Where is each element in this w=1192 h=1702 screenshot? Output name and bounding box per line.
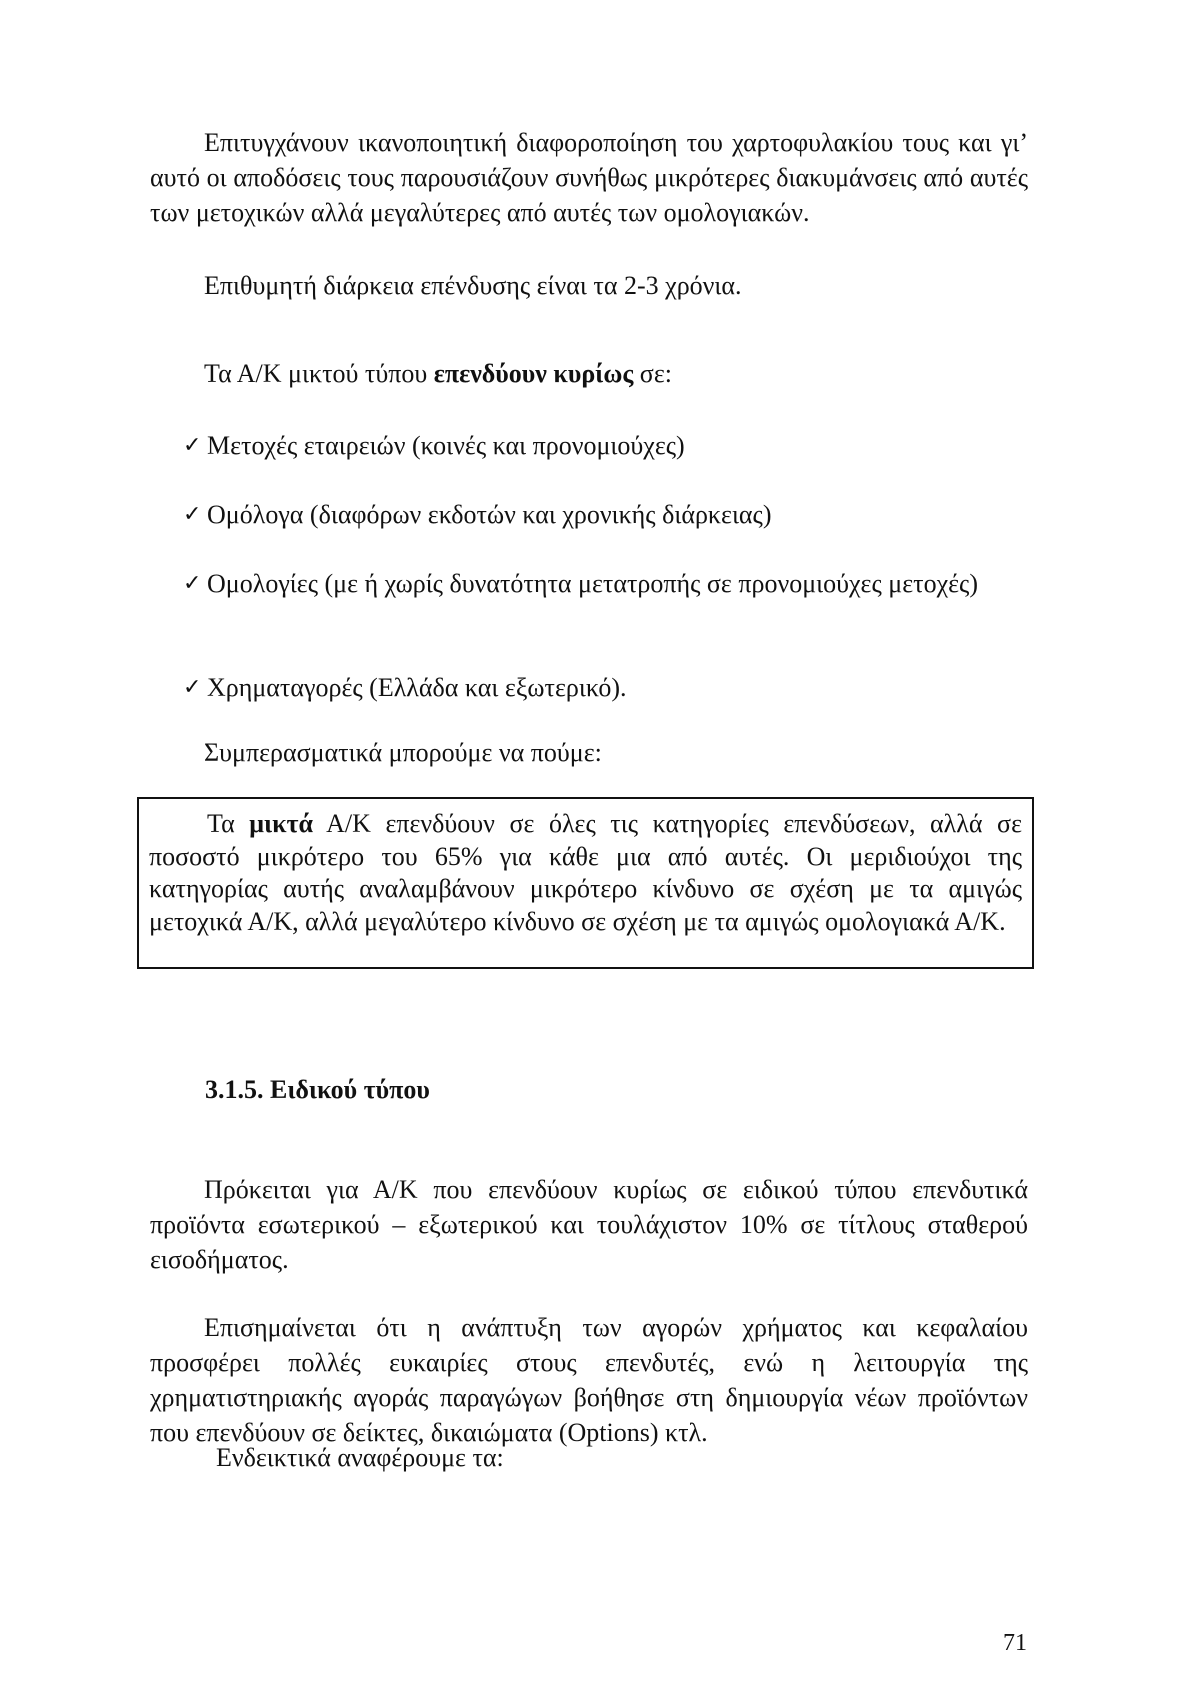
list-item-label: Μετοχές εταιρειών (κοινές και προνομιούχες) bbox=[207, 431, 685, 460]
checkmark-icon: ✓ bbox=[183, 502, 202, 527]
list-item bbox=[183, 428, 1027, 463]
paragraph-markets-development: Επισημαίνεται ότι η ανάπτυξη των αγορών χρήματος και κεφαλαίου προσφέρει πολλές ευκαιρίες στους επενδυτές, ενώ η λειτουργία της χρηματιστηριακής αγοράς παραγώγων βοήθησε στη δημιουργία νέων προϊόντων που επενδύουν σε δείκτες, δικαιώματα (Options) κτλ. bbox=[150, 1313, 1028, 1447]
bold-invest-mainly: επενδύουν κυρίως bbox=[433, 359, 634, 388]
paragraph-indicatively: Ενδεικτικά αναφέρουμε τα: bbox=[216, 1443, 504, 1472]
paragraph-conclusion-intro: Συμπερασματικά μπορούμε να πούμε: bbox=[204, 738, 602, 767]
paragraph-mixed-funds-intro: Τα Α/Κ μικτού τύπου επενδύουν κυρίως σε: bbox=[204, 359, 672, 388]
page-number: 71 bbox=[1003, 1630, 1027, 1656]
list-item-label: Ομόλογα (διαφόρων εκδοτών και χρονικής διάρκειας) bbox=[207, 500, 772, 529]
bold-mixed: μικτά bbox=[249, 809, 313, 838]
paragraph-special-type: Πρόκειται για Α/Κ που επενδύουν κυρίως σε ειδικού τύπου επενδυτικά προϊόντα εσωτερικού – εξωτερικού και τουλάχιστον 10% σε τίτλους σταθερού εισοδήματος. bbox=[150, 1175, 1028, 1274]
boxed-note bbox=[137, 797, 1034, 969]
paragraph-diversification: Επιτυγχάνουν ικανοποιητική διαφοροποίηση του χαρτοφυλακίου τους και γι’ αυτό οι αποδόσεις τους παρουσιάζουν συνήθως μικρότερες διακυμάνσεις από αυτές των μετοχικών αλλά μεγαλύτερες από αυτές των ομολογιακών. bbox=[150, 128, 1028, 227]
checkmark-icon: ✓ bbox=[183, 433, 202, 458]
boxed-note-text: Τα μικτά Α/Κ επενδύουν σε όλες τις κατηγορίες επενδύσεων, αλλά σε ποσοστό μικρότερο του 65% για κάθε μια από αυτές. Οι μεριδιούχοι της κατηγορίας αυτής αναλαμβάνουν μικρότερο κίνδυνο σε σχέση με τα αμιγώς μετοχικά Α/Κ, αλλά μεγαλύτερο κίνδυνο σε σχέση με τα αμιγώς ομολογιακά Α/Κ. bbox=[149, 809, 1022, 936]
list-item-label: Ομολογίες (με ή χωρίς δυνατότητα μετατροπής σε προνομιούχες μετοχές) bbox=[207, 569, 978, 598]
list-item bbox=[183, 566, 1027, 601]
section-heading: 3.1.5. Ειδικού τύπου bbox=[205, 1075, 430, 1104]
checkmark-icon: ✓ bbox=[183, 675, 202, 700]
list-item bbox=[183, 670, 1027, 705]
checkmark-icon: ✓ bbox=[183, 571, 202, 596]
paragraph-investment-duration: Επιθυμητή διάρκεια επένδυσης είναι τα 2-3 χρόνια. bbox=[204, 271, 742, 300]
list-item-label: Χρηματαγορές (Ελλάδα και εξωτερικό). bbox=[207, 673, 627, 702]
list-item bbox=[183, 497, 1027, 532]
